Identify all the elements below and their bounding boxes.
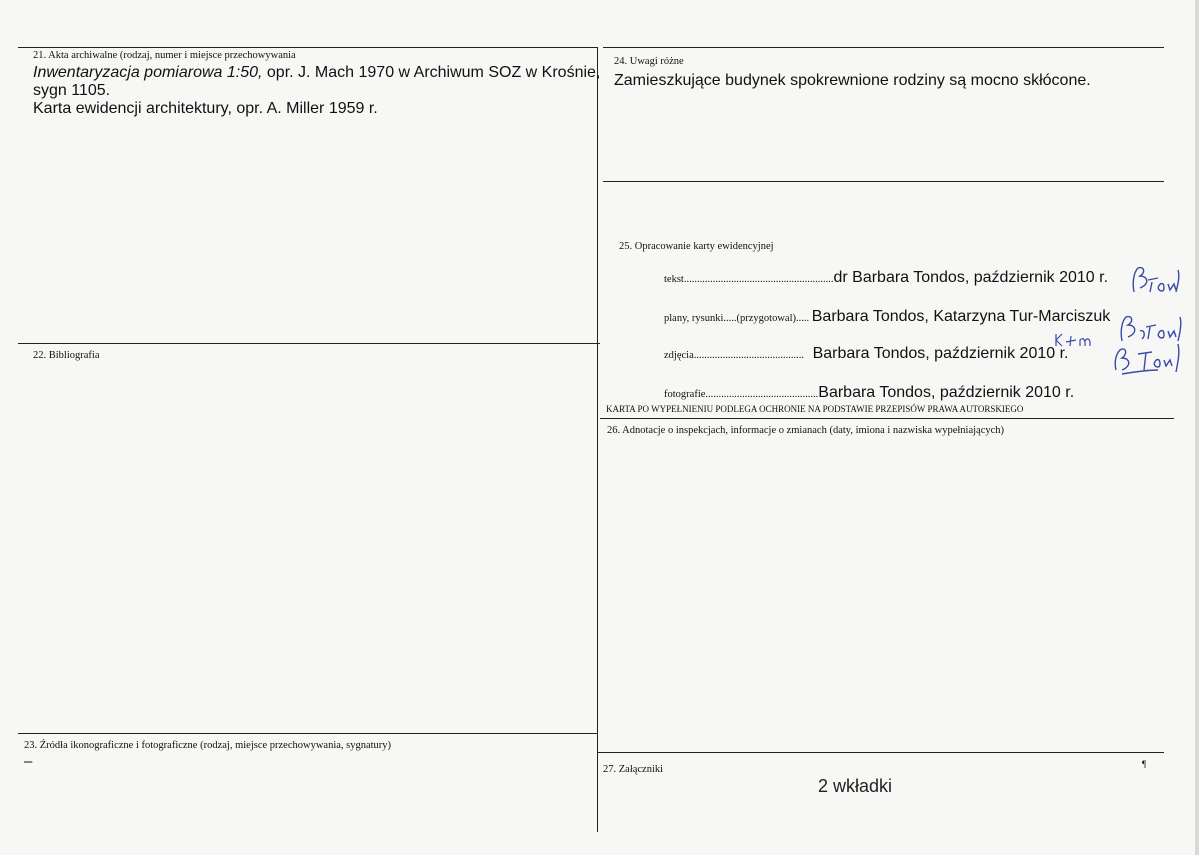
section-21-label: 21. Akta archiwalne (rodzaj, numer i miejsce przechowywania: [33, 50, 296, 61]
section-25-row-plany: [664, 307, 1110, 326]
row-plany-dots: .....: [796, 313, 812, 324]
row-zdjecia-key: zdjęcia: [664, 350, 694, 361]
corner-mark: ¶: [1142, 759, 1147, 769]
section-21-line-2: sygn 1105.: [33, 82, 111, 99]
row-zdjecia-dots: ..........................................: [693, 350, 807, 361]
row-tekst-dots: .........................................................: [683, 274, 834, 285]
divider-26-27: [598, 752, 1164, 753]
row-fotografie-dots: ...........................................: [705, 389, 819, 400]
section-23-value: –: [24, 753, 33, 770]
section-26-label: 26. Adnotacje o inspekcjach, informacje o zmianach (daty, imiona i nazwiska wypełniających): [607, 425, 1005, 436]
section-21-line-1-rest: opr. J. Mach 1970 w Archiwum SOZ w Krośnie,: [262, 64, 601, 81]
section-25-row-fotografie: [664, 383, 1074, 402]
section-23-label: 23. Źródła ikonograficzne i fotograficzne (rodzaj, miejsce przechowywania, sygnatury): [24, 740, 392, 751]
section-24-value: Zamieszkujące budynek spokrewnione rodziny są mocno skłócone.: [614, 72, 1091, 89]
row-fotografie-value: Barbara Tondos, październik 2010 r.: [818, 384, 1075, 401]
divider-24-25: [603, 181, 1164, 182]
section-21-italic-title: Inwentaryzacja pomiarowa 1:50,: [33, 64, 263, 81]
section-27-value: 2 wkładki: [818, 776, 893, 796]
initials-ktm: [1052, 332, 1096, 350]
top-border-right: [603, 47, 1164, 48]
divider-25-26: [600, 418, 1174, 419]
row-tekst-value: dr Barbara Tondos, październik 2010 r.: [833, 269, 1109, 286]
row-tekst-key: tekst: [664, 274, 684, 285]
section-24-label: 24. Uwagi różne: [614, 56, 684, 67]
signature-3: [1108, 340, 1190, 382]
section-27-label: 27. Załączniki: [603, 764, 664, 775]
copyright-notice: KARTA PO WYPEŁNIENIU PODLEGA OCHRONIE NA PODSTAWIE PRZEPISÓW PRAWA AUTORSKIEGO: [606, 404, 1024, 414]
section-21-line-1: [33, 63, 600, 82]
section-25-row-tekst: [664, 268, 1108, 287]
top-border-left: [18, 47, 598, 48]
row-plany-value: Barbara Tondos, Katarzyna Tur-Marciszuk: [811, 308, 1111, 325]
row-zdjecia-value: Barbara Tondos, październik 2010 r.: [812, 345, 1069, 362]
section-21-line-3: Karta ewidencji architektury, opr. A. Miller 1959 r.: [33, 100, 378, 117]
divider-22-23: [18, 733, 598, 734]
row-plany-key: plany, rysunki.....(przygotowal): [664, 313, 796, 324]
section-25-row-zdjecia: [664, 344, 1068, 363]
divider-21-22: [18, 343, 600, 344]
signature-1: [1128, 262, 1190, 300]
section-22-label: 22. Bibliografia: [33, 350, 100, 361]
scan-edge: [1195, 0, 1199, 855]
row-fotografie-key: fotografie: [664, 389, 706, 400]
section-25-label: 25. Opracowanie karty ewidencyjnej: [619, 241, 774, 252]
center-vertical-divider: [597, 47, 598, 832]
